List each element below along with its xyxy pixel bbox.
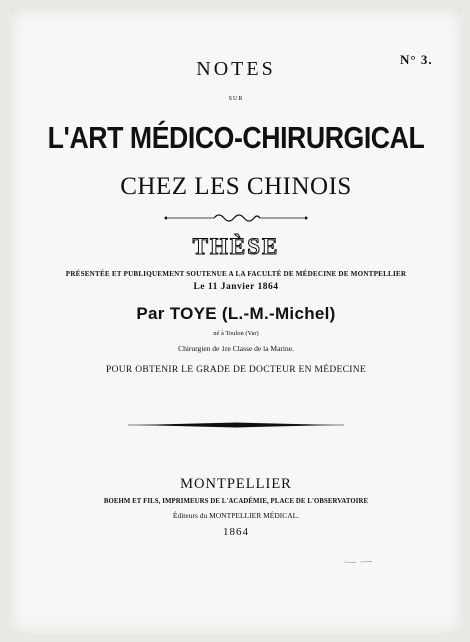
birth-line: né à Toulon (Var) [213,330,259,337]
author-line: Par TOYE (L.-M.-Michel) [136,304,336,323]
pencil-mark [344,560,380,564]
title-subtitle: CHEZ LES CHINOIS [120,173,352,200]
city-name: MONTPELLIER [180,476,292,492]
defense-date: Le 11 Janvier 1864 [193,282,279,292]
title-sur: SUR [228,96,244,102]
presented-line: PRÉSENTÉE ET PUBLIQUEMENT SOUTENUE A LA FACULTÉ DE MÉDECINE DE MONTPELLIER [65,269,407,278]
title-main: L'ART MÉDICO-CHIRURGICAL [47,120,425,155]
publisher-line: BOEHM ET FILS, IMPRIMEURS DE L'ACADÉMIE, PLACE DE L'OBSERVATOIRE [103,498,369,505]
document-number: N° 3. [400,52,433,67]
thesis-heading: THÈSE [192,234,280,259]
editor-line: Éditeurs du MONTPELLIER MÉDICAL. [172,511,300,520]
thick-rule-divider [10,419,462,431]
title-page [10,8,462,634]
ornament-divider [10,211,462,225]
rank-line: Chirurgien de 1re Classe de la Marine. [178,344,294,353]
title-notes: NOTES [196,58,276,80]
publication-year: 1864 [223,526,249,538]
degree-line: POUR OBTENIR LE GRADE DE DOCTEUR EN MÉDECINE [106,365,366,375]
